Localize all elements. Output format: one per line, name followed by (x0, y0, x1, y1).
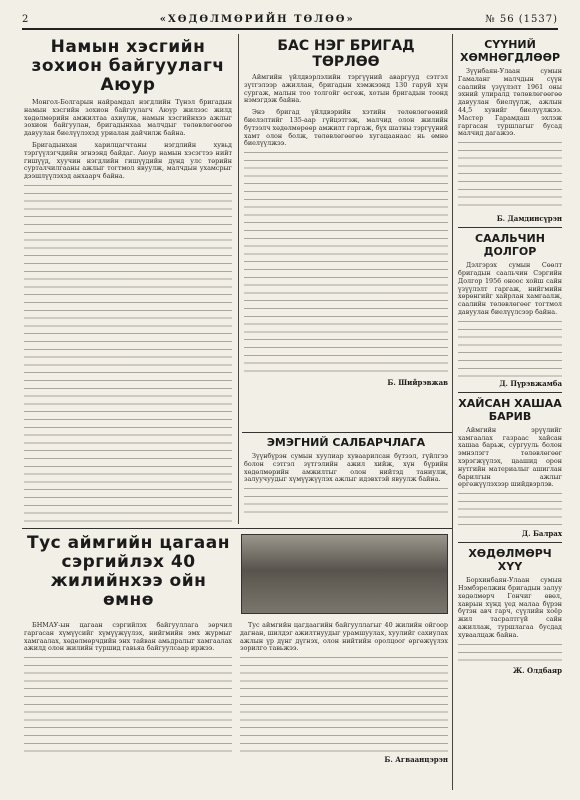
article-new-brigade (244, 38, 448, 428)
article-signature: Б. Шийрэвжав (387, 378, 448, 388)
article-milkmaid (458, 232, 562, 388)
article-paragraph: Монгол-Болгарын найрамдал нэгдлийн Түнэл бригадын намын хэсгийн зохион байгуулагч Аюур жилээс жилд хөдөлмөрийн амжилтаа ахиулж, намын хэсгийнхээ ажлыг зохион байгуулан, бригадынхаа малчдыг төлөвлөгөөгөө давуулан биелүүлэхэд уриалан дайчилж байна. (24, 98, 232, 138)
article-paragraph: Зүүнбаян-Улаан сумын Гамаланг малчдын сүүн саалийн үзүүлэлт 1961 оны эхний улиралд төлөвлөгөөгөө давуулан биелүүлж, ажлын 44,5 хувийг биелүүлжээ. Мастер Гарамдаш эхлэж гаргасан туршлагыг бусад малчид дагажээ. (458, 67, 562, 138)
article-paragraph: БНМАУ-ын цагаан сэргийлэх байгууллага зөрчил гаргасан хүмүүсийг хүмүүжүүлэх, нийгмийн эмх журмыг хамгаалах, хөдөлмөрчдийн энх тайван амьдралыг хамгаалах ажилд олон жилийн туршид гавьяа байгуулсаар иржээ. (24, 621, 232, 653)
article-paragraph: Тус аймгийн цагдаагийн байгууллагыг 40 жилийн ойгоор дагнан, шилдэг ажилтнуудыг урамшуулах, хуулийг сахиулах ажлын үр дүнг дүгнэх, олон нийтийн оролцоог өргөжүүлэх зорилго тавьжээ. (240, 621, 448, 653)
body-text-block (458, 493, 562, 527)
body-text-block (244, 488, 448, 518)
article-party-organizer (24, 38, 232, 524)
article-paragraph: Борхинбаян-Улаан сумын Нэмбэрелжин бригадын залуу хөдөлмөрч Гончиг өвөл, хаврын хүнд үед малаа бүрэн бүтэн авч гарч, сүүлийн хоёр жил тасралтгүй сайн ажиллаж, туршлагаа бусдад хуваалцаж байна. (458, 576, 562, 639)
article-signature: Б. Агваанцэрэн (384, 755, 448, 765)
section-divider (458, 542, 562, 543)
article-headline: СААЛЬЧИН ДОЛГОР (475, 232, 545, 259)
article-headline: Намын хэсгийн зохион байгуулагч Аюур (31, 38, 225, 95)
article-signature: Д. Балрах (521, 529, 562, 539)
section-divider (458, 227, 562, 228)
article-working-son (458, 547, 562, 674)
body-text-block (24, 185, 232, 524)
article-paragraph: Аймгийн эрүүлийг хамгаалах газраас хайсан хашаа барьж, сургууль болон эмнэлэгт төлөвлөгөөг хэрэгжүүлэх, цаашид орон нутгийн материалыг ашиглан барилгын ажлыг өргөжүүлэхээр шийдвэрлэв. (458, 425, 562, 489)
article-headline: ХӨДӨЛМӨРЧ ХҮҮ (468, 547, 552, 574)
body-text-block (458, 321, 562, 377)
article-column (240, 618, 448, 764)
section-divider (458, 392, 562, 393)
column-rule (452, 34, 453, 790)
article-top-row (24, 534, 448, 614)
page-header (22, 10, 558, 30)
article-signature: Д. Пүрэвжамба (499, 378, 562, 388)
section-divider (242, 432, 452, 433)
article-headline: БАС НЭГ БРИГАД ТӨРЛӨӨ (277, 38, 415, 70)
article-photo (241, 534, 448, 614)
article-headline: ЭМЭГНИЙ САЛБАРЧЛАГА (266, 436, 426, 449)
article-column (24, 618, 232, 764)
issue-number: № 56 (1537) (485, 13, 558, 25)
column-rule (238, 34, 239, 524)
body-text-block (24, 657, 232, 757)
body-text-block (240, 657, 448, 753)
article-headline: СҮҮНИЙ ХӨМНӨГДЛӨӨР (459, 38, 561, 64)
article-paragraph: Бригадынхан харилцагчтаны нэгдлийн хувьд тэргүүлэгчдийн эгнээнд байдаг. Аюур намын хэсэгтээ нийт гишүүд, хуучин нэгдлийн гишүүдийн дунд улс төрийн сурталчилгааны ажлыг тогтмол явуулж, малчдын ухамсрыг дээшлүүлэхэд анхаарч байна. (24, 140, 232, 181)
right-column (458, 38, 562, 790)
section-divider (22, 528, 452, 529)
page-number: 2 (22, 13, 30, 25)
article-fence (458, 397, 562, 538)
body-text-block (458, 142, 562, 212)
article-paragraph: Энэ бригад үйлдвэрийн хэтийн төлөвлөгөөний биелэлтийг 135-аар гүйцэтгэж, малчид олон жилийн бүтээлч хөдөлмөрөөр амжилт гаргаж, бүх шатны тэргүүний хамт олон болж, төлөвлөгөөгөө хугацаанаас нь өмнө биелүүлжээ. (244, 108, 448, 148)
article-paragraph: Зүүнбүрэн сумын хуулиар хуваарилсан бүтээл, гүйлгээ болон сэтгэл зүтгэлийн ажил хийж, хүн бүрийн хөдөлмөрийн амжилтыг олон нийтэд таниулж, залуучуудыг хүмүүжүүлэх ажлыг идэвхтэй явуулж байна. (244, 452, 448, 484)
article-signature: Б. Дамдинсүрэн (496, 214, 562, 224)
article-columns (24, 618, 448, 764)
article-paragraph: Аймгийн үйлдвэрлэлийн тэргүүний аваргууд сэтгэл зүтгэлээр ажиллан, бригадын хэмжээнд 130 гаруй хүн сургаж, малын тоо толгойг өсгөж, хотын бригадын тоонд нэмэгдэж байна. (244, 73, 448, 105)
article-headline: Тус аймгийн цагаан сэргийлэх 40 жилийнхээ ойн өмнө (27, 534, 230, 610)
body-text-block (244, 152, 448, 376)
article-police-anniversary (24, 534, 448, 792)
body-text-block (458, 644, 562, 664)
article-milk (458, 38, 562, 223)
article-paragraph: Дэлгэрэх сумын Сөөлт бригадын саальчин Сэргийн Долгор 1956 оноос хойш сайн үзүүлэлт гаргаж, нийгмийн хөрөнгийг хайрлан хамгаалж, саалийн төлөвлөгөөг тогтмол давуулан биелүүлсээр байна. (458, 261, 562, 316)
newspaper-title: «ХӨДӨЛМӨРИЙН ТӨЛӨӨ» (159, 13, 355, 25)
article-signature: Ж. Олдбаяр (512, 665, 562, 675)
article-women-branch (244, 436, 448, 524)
article-headline: ХАЙСАН ХАШАА БАРИВ (458, 396, 562, 423)
